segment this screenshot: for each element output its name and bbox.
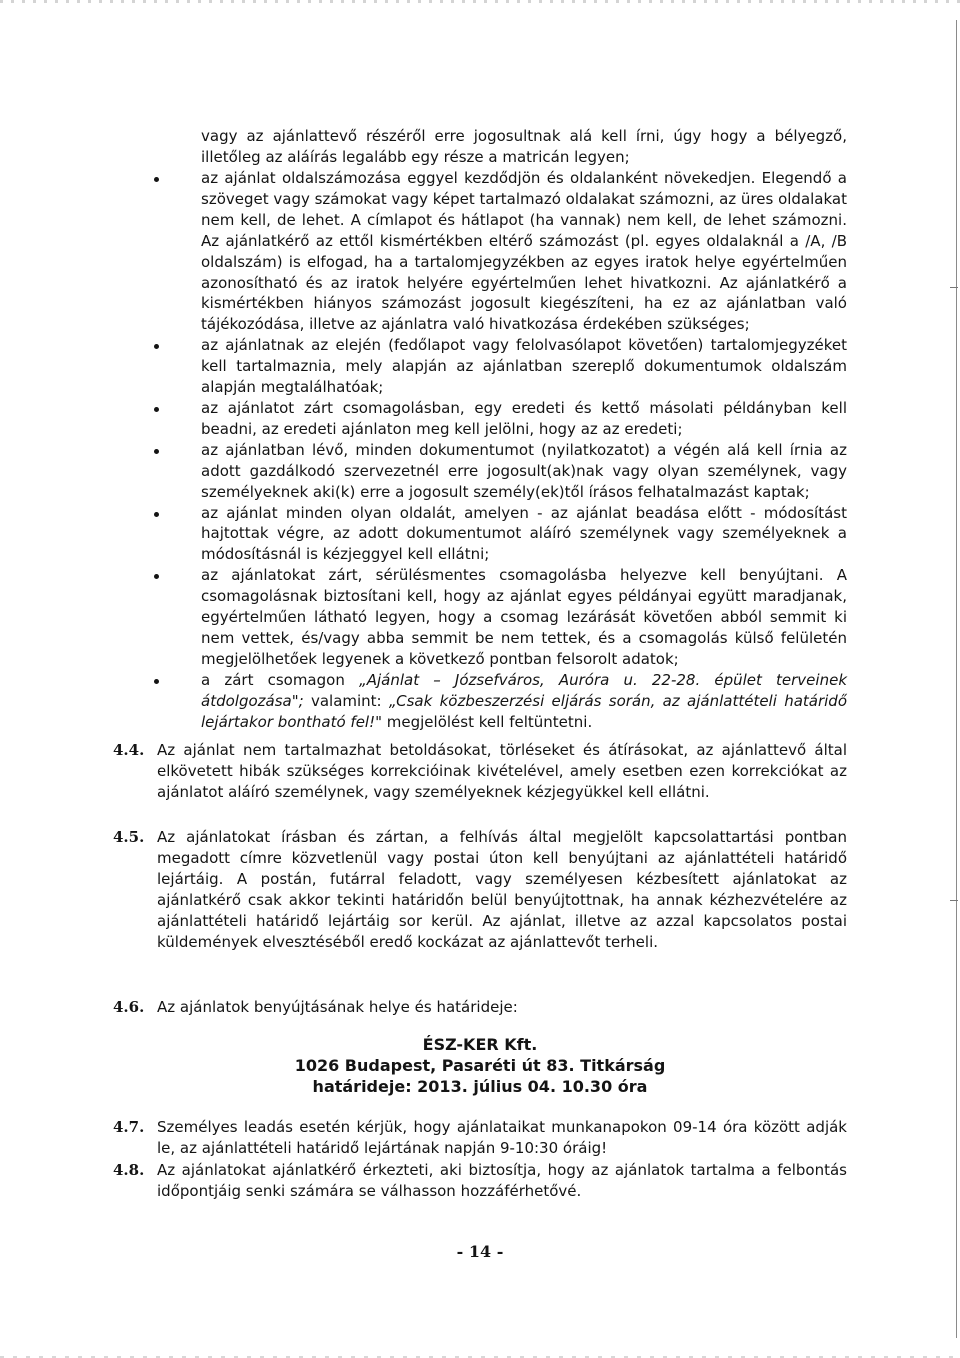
section-number: 4.5. (113, 828, 145, 846)
label-text: valamint: (303, 691, 389, 710)
list-item: az ajánlatot zárt csomagolásban, egy eredeti és kettő másolati példányban kell beadni, az eredeti ajánlaton meg kell jelölni, hogy az az eredeti; (201, 398, 847, 438)
section-text: Az ajánlatokat ajánlatkérő érkezteti, aki biztosítja, hogy az ajánlatok tartalma a felbontás időpontjáig senki számára se válhasson hozzáférhetővé. (157, 1161, 847, 1200)
requirements-list (201, 168, 847, 732)
section-number: 4.7. (113, 1118, 145, 1136)
company-name: ÉSZ-KER Kft. (422, 1035, 538, 1054)
list-item: az ajánlatban lévő, minden dokumentumot (nyilatkozatot) a végén alá kell írnia az adott gazdálkodó szervezetnél erre jogosult(ak)nak vagy olyan személynek, vagy személyeknek aki(k) erre a jogosult személy(ek)től írásos felhatalmazást kaptak; (201, 440, 847, 501)
scan-edge-top (0, 0, 960, 3)
label-text: a zárt csomagon (201, 670, 359, 689)
list-item (201, 670, 847, 733)
section-text: Az ajánlatokat írásban és zártan, a felhívás által megjelölt kapcsolattartási pontban megadott címre közvetlenül vagy postai úton kell benyújtani az ajánlattételi határidő lejártáig. A postán, futárral feladott, vagy személyesen kézbesített ajánlatokat az ajánlatkérő csak akkor tekinti határidőn belül benyújtottnak, ha annak kézhezvételére az ajánlattételi határidő lejártáig sor kerül. Az ajánlat, illetve az azzal kapcsolatos postai küldemények elvesztéséből eredő kockázat az ajánlattevőt terheli. (157, 828, 847, 951)
list-item: az ajánlat minden olyan oldalát, amelyen - az ajánlat beadása előtt - módosítást hajtottak végre, az adott dokumentumot aláíró személynek vagy személyeknek a módosításnál is kézjeggyel kell ellátni; (201, 503, 847, 564)
intro-paragraph: vagy az ajánlattevő részéről erre jogosultnak alá kell írni, úgy hogy a bélyegző, illetőleg az aláírás legalább egy része a matricán legyen; (201, 127, 847, 166)
section-number: 4.8. (113, 1161, 145, 1179)
scan-edge-right (956, 20, 957, 1338)
list-item: az ajánlatnak az elején (fedőlapot vagy felolvasólapot követően) tartalomjegyzéket kell tartalmaznia, mely alapján az ajánlatban szereplő dokumentumok oldalszám alapján megtalálhatóak; (201, 336, 847, 397)
submission-deadline: határideje: 2013. július 04. 10.30 óra (312, 1077, 648, 1096)
list-item: az ajánlat oldalszámozása eggyel kezdődjön és oldalanként növekedjen. Elegendő a szöveget vagy számokat vagy képet tartalmazó oldalakat számozni, az üres oldalakat nem kell, de lehet. A címlapot és hátlapot (ha vannak) nem kell, de lehet számozni. Az ajánlatkérő az ettől kismértékben eltérő számozást (pl. egyes oldalaknál a /A, /B oldalszám) is elfogad, ha a tartalomjegyzékben az egyes iratok helye egyértelműen azonosítható és az iratok helyére egyértelműen lehet hivatkozni. Az ajánlatkérő a kismértékben hiányos számozást jogosult kiegészíteni, ha ez az ajánlatban való tájékozódása, illetve az ajánlatra való hivatkozása érdekében szükséges; (201, 169, 847, 334)
submission-address: 1026 Budapest, Pasaréti út 83. Titkárság (294, 1056, 666, 1075)
section-text: Az ajánlat nem tartalmazhat betoldásokat, törléseket és átírásokat, az ajánlattevő által elkövetett hibák szükséges korrekcióinak kivételével, amely esetben ezen korrekciókat az ajánlatot aláíró személynek, vagy személyeknek kézjegyükkel kell ellátni. (157, 741, 847, 801)
scan-mark (950, 287, 958, 288)
section-number: 4.6. (113, 998, 145, 1016)
section-number: 4.4. (113, 741, 145, 759)
opening-notice-text: „Csak közbeszerzési eljárás során, az ajánlattételi határidő lejártakor bontható fel!" (201, 691, 847, 731)
label-text: megjelölést kell feltüntetni. (382, 712, 593, 731)
page-number: - 14 - (456, 1242, 504, 1261)
section-text: Az ajánlatok benyújtásának helye és határideje: (157, 998, 518, 1016)
package-label-text: „Ajánlat – Józsefváros, Auróra u. 22-28. épület terveinek átdolgozása"; (201, 670, 848, 710)
list-item: az ajánlatokat zárt, sérülésmentes csomagolásba helyezve kell benyújtani. A csomagolásnak biztosítani kell, hogy az ajánlat egyes példányai együtt maradjanak, egyértelműen látható legyen, hogy a csomag lezárását követően abból semmit ki nem vettek, és/vagy abba semmit be nem tettek, és a csomagolás külső felületén megjelölhetőek legyenek a következő pontban felsorolt adatok; (201, 566, 847, 668)
scan-mark (950, 900, 958, 901)
section-text: Személyes leadás esetén kérjük, hogy ajánlataikat munkanapokon 09-14 óra között adják le, az ajánlattételi határidő lejártának napján 9-10:30 óráig! (157, 1118, 847, 1157)
